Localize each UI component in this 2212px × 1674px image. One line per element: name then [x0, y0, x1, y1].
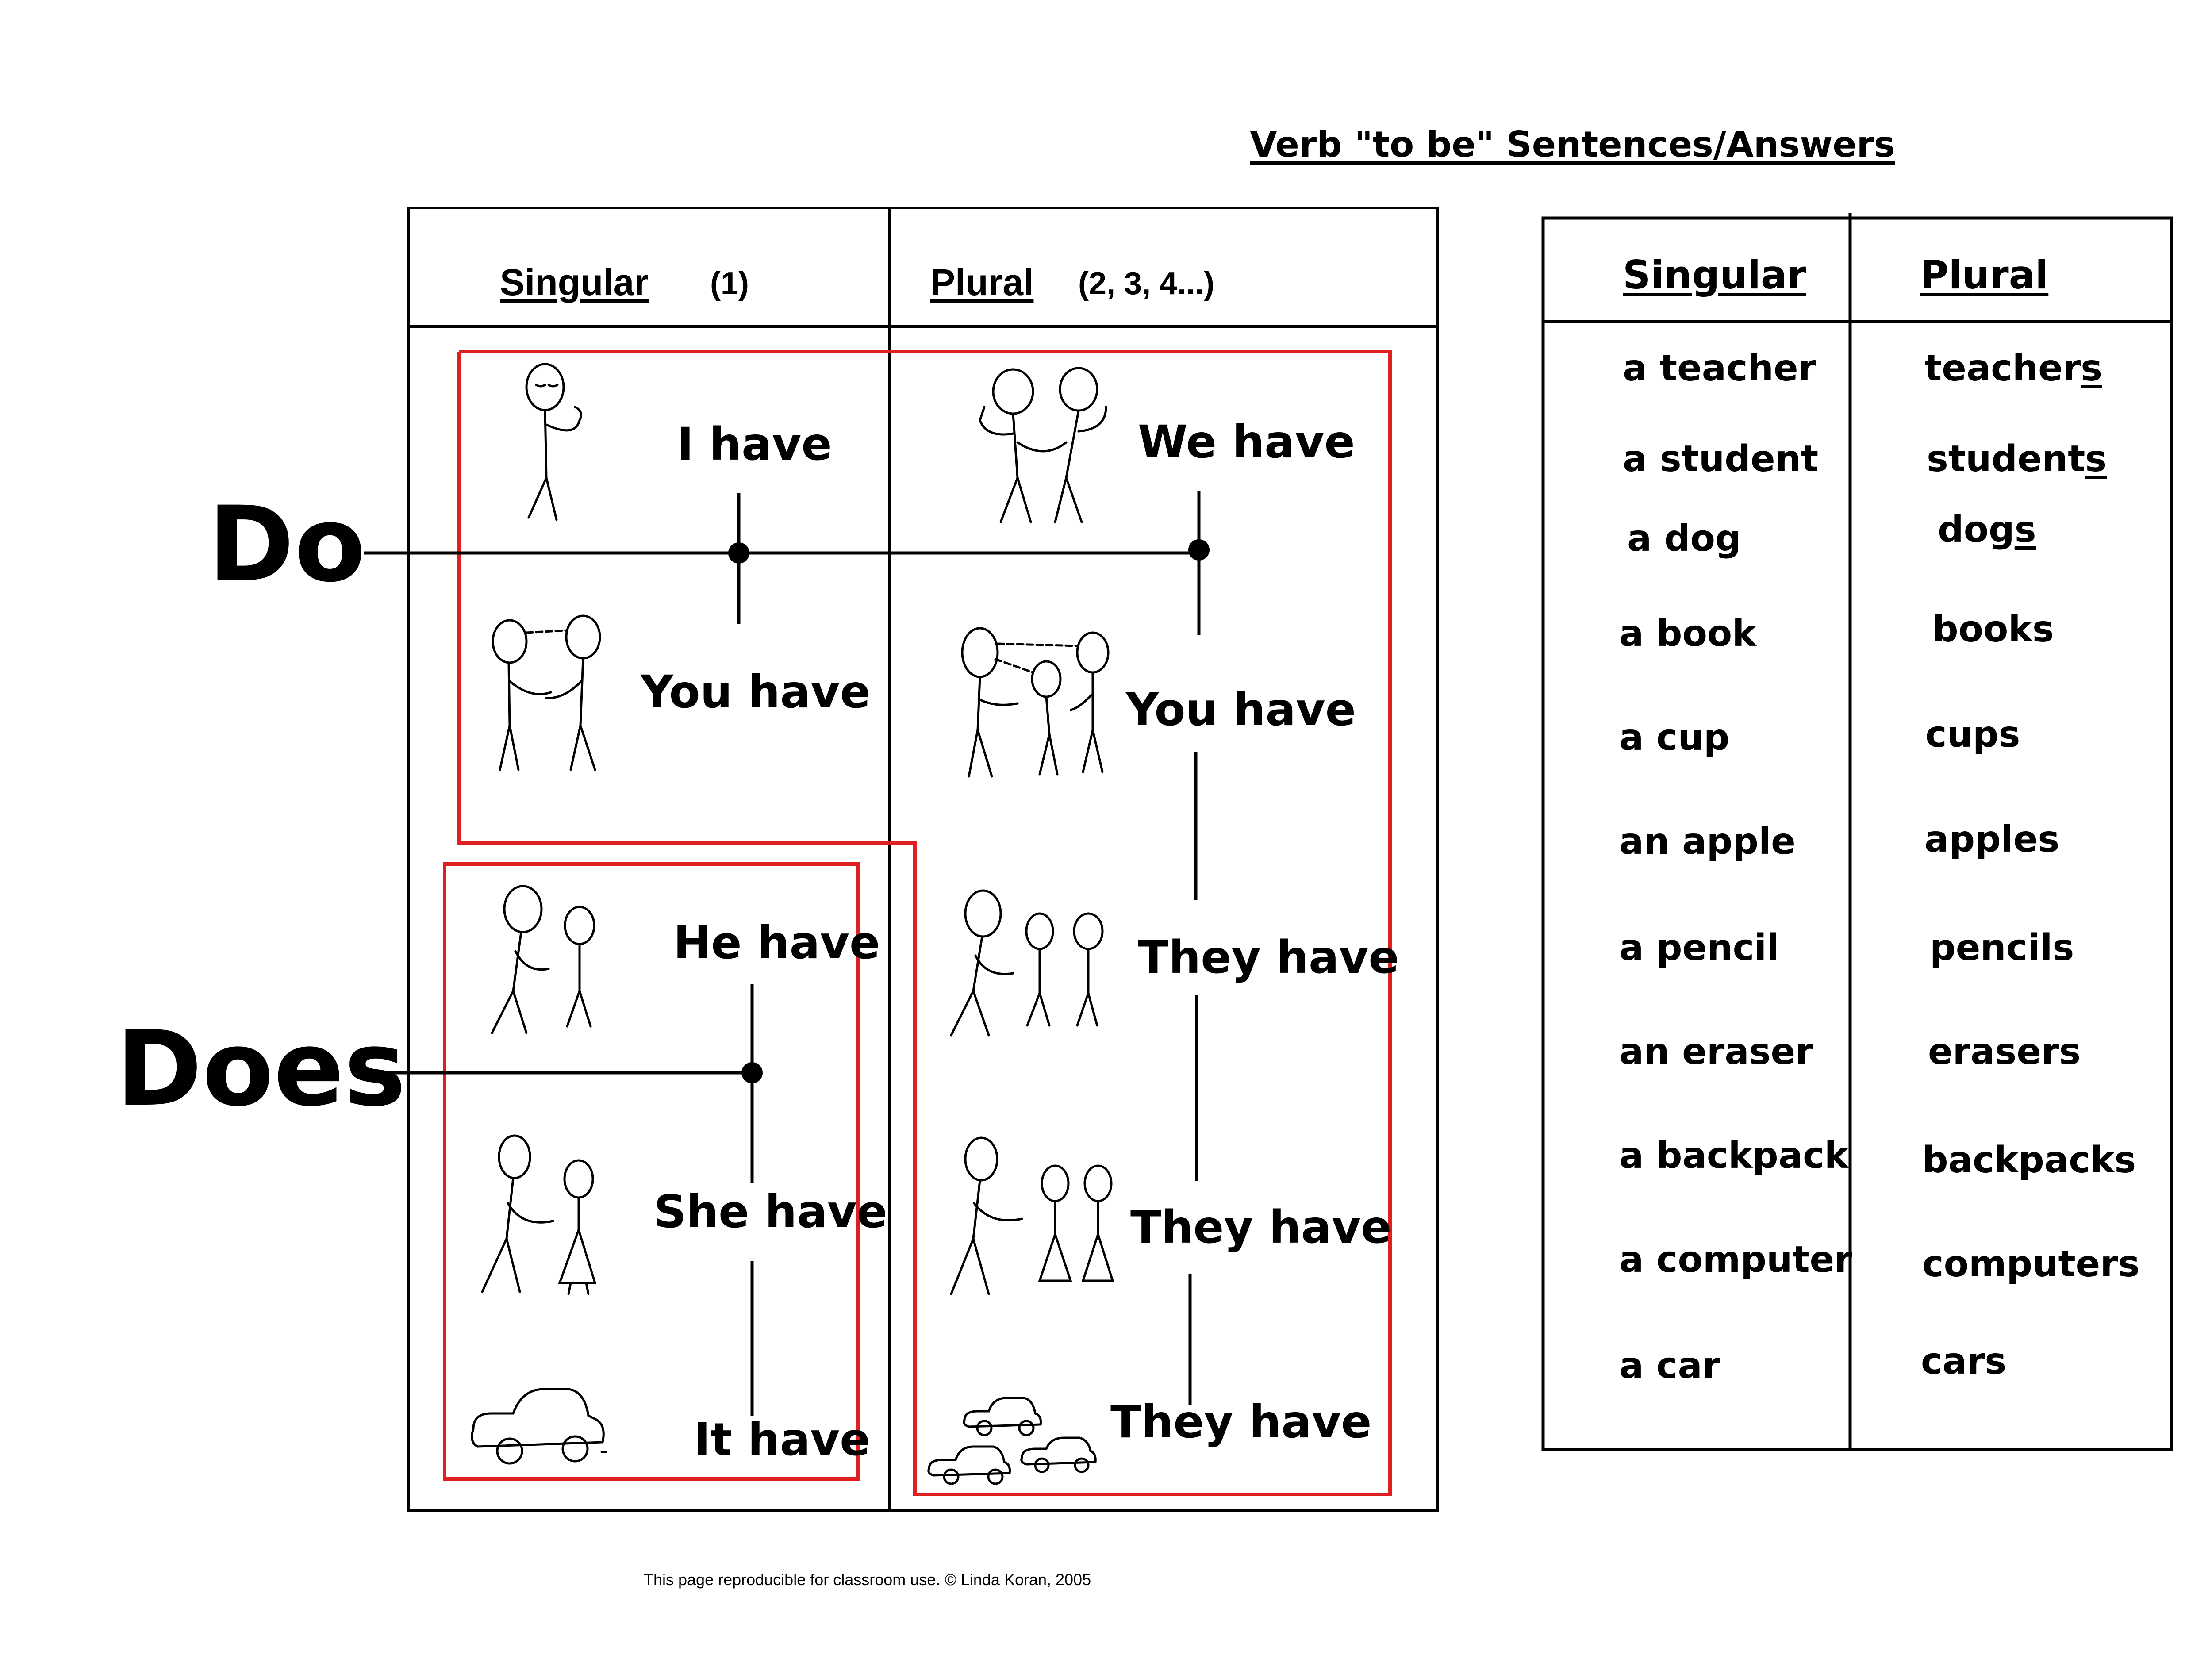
stick-figure-they-2: [951, 1138, 1113, 1294]
plural-word: backpacks: [1922, 1139, 2136, 1181]
phrase-you-have-plural: You have: [1126, 683, 1356, 736]
stick-figure-i: [526, 364, 581, 520]
plural-word: apples: [1924, 818, 2060, 860]
left-header-singular-number: (1): [710, 266, 749, 301]
red-outline-do-group: [459, 352, 1390, 1494]
plural-word: cups: [1925, 714, 2020, 756]
label-do: Do: [208, 484, 366, 605]
plural-word: students: [1927, 438, 2107, 480]
phrase-they-have-1: They have: [1138, 931, 1399, 984]
phrase-you-have-singular: You have: [641, 666, 871, 718]
phrase-they-have-2: They have: [1130, 1201, 1392, 1254]
singular-word: an eraser: [1619, 1031, 1813, 1073]
left-table-frame: [409, 208, 1437, 1511]
singular-word: a pencil: [1619, 927, 1779, 969]
stick-figure-you-singular: [493, 616, 600, 770]
singular-word: a car: [1619, 1345, 1720, 1387]
singular-word: an apple: [1619, 821, 1796, 863]
stick-figure-he: [492, 886, 594, 1033]
plural-word: dogs: [1938, 509, 2036, 551]
singular-word: a student: [1623, 438, 1819, 480]
phrase-he-have: He have: [673, 917, 880, 969]
car-drawing-it: [472, 1389, 606, 1463]
does-junction-dot: [741, 1062, 763, 1083]
stick-figure-they-1: [951, 891, 1102, 1035]
copyright-footer: This page reproducible for classroom use. © Linda Koran, 2005: [644, 1570, 1091, 1589]
singular-word: a computer: [1619, 1239, 1852, 1281]
phrase-we-have: We have: [1138, 416, 1355, 468]
right-header-plural: Plural: [1920, 252, 2049, 298]
plural-word: teachers: [1924, 347, 2102, 389]
worksheet-title: Verb "to be" Sentences/Answers: [1250, 124, 1895, 165]
plural-word: pencils: [1930, 927, 2074, 969]
plural-word: computers: [1922, 1243, 2140, 1285]
singular-word: a backpack: [1619, 1135, 1849, 1177]
phrase-she-have: She have: [654, 1186, 887, 1238]
singular-word: a dog: [1627, 518, 1741, 560]
car-drawing-they: [929, 1398, 1096, 1484]
stick-figure-you-plural: [962, 628, 1108, 776]
plural-word: books: [1932, 608, 2054, 650]
left-header-plural: Plural: [930, 261, 1034, 303]
phrase-they-have-3: They have: [1110, 1396, 1372, 1448]
left-header-plural-number: (2, 3, 4...): [1078, 266, 1215, 301]
singular-word: a teacher: [1623, 347, 1816, 389]
left-header-singular: Singular: [500, 261, 649, 303]
plural-word: erasers: [1928, 1031, 2081, 1073]
label-does: Does: [116, 1009, 406, 1129]
phrase-it-have: It have: [694, 1413, 871, 1466]
stick-figure-we: [980, 368, 1106, 522]
do-junction-dot-plural: [1188, 539, 1210, 561]
singular-word: a cup: [1619, 717, 1730, 759]
plural-word: cars: [1921, 1340, 2007, 1382]
do-junction-dot-singular: [728, 542, 749, 564]
singular-word: a book: [1619, 613, 1756, 655]
phrase-i-have: I have: [677, 418, 832, 471]
stick-figure-she: [482, 1136, 595, 1294]
right-header-singular: Singular: [1623, 252, 1806, 298]
